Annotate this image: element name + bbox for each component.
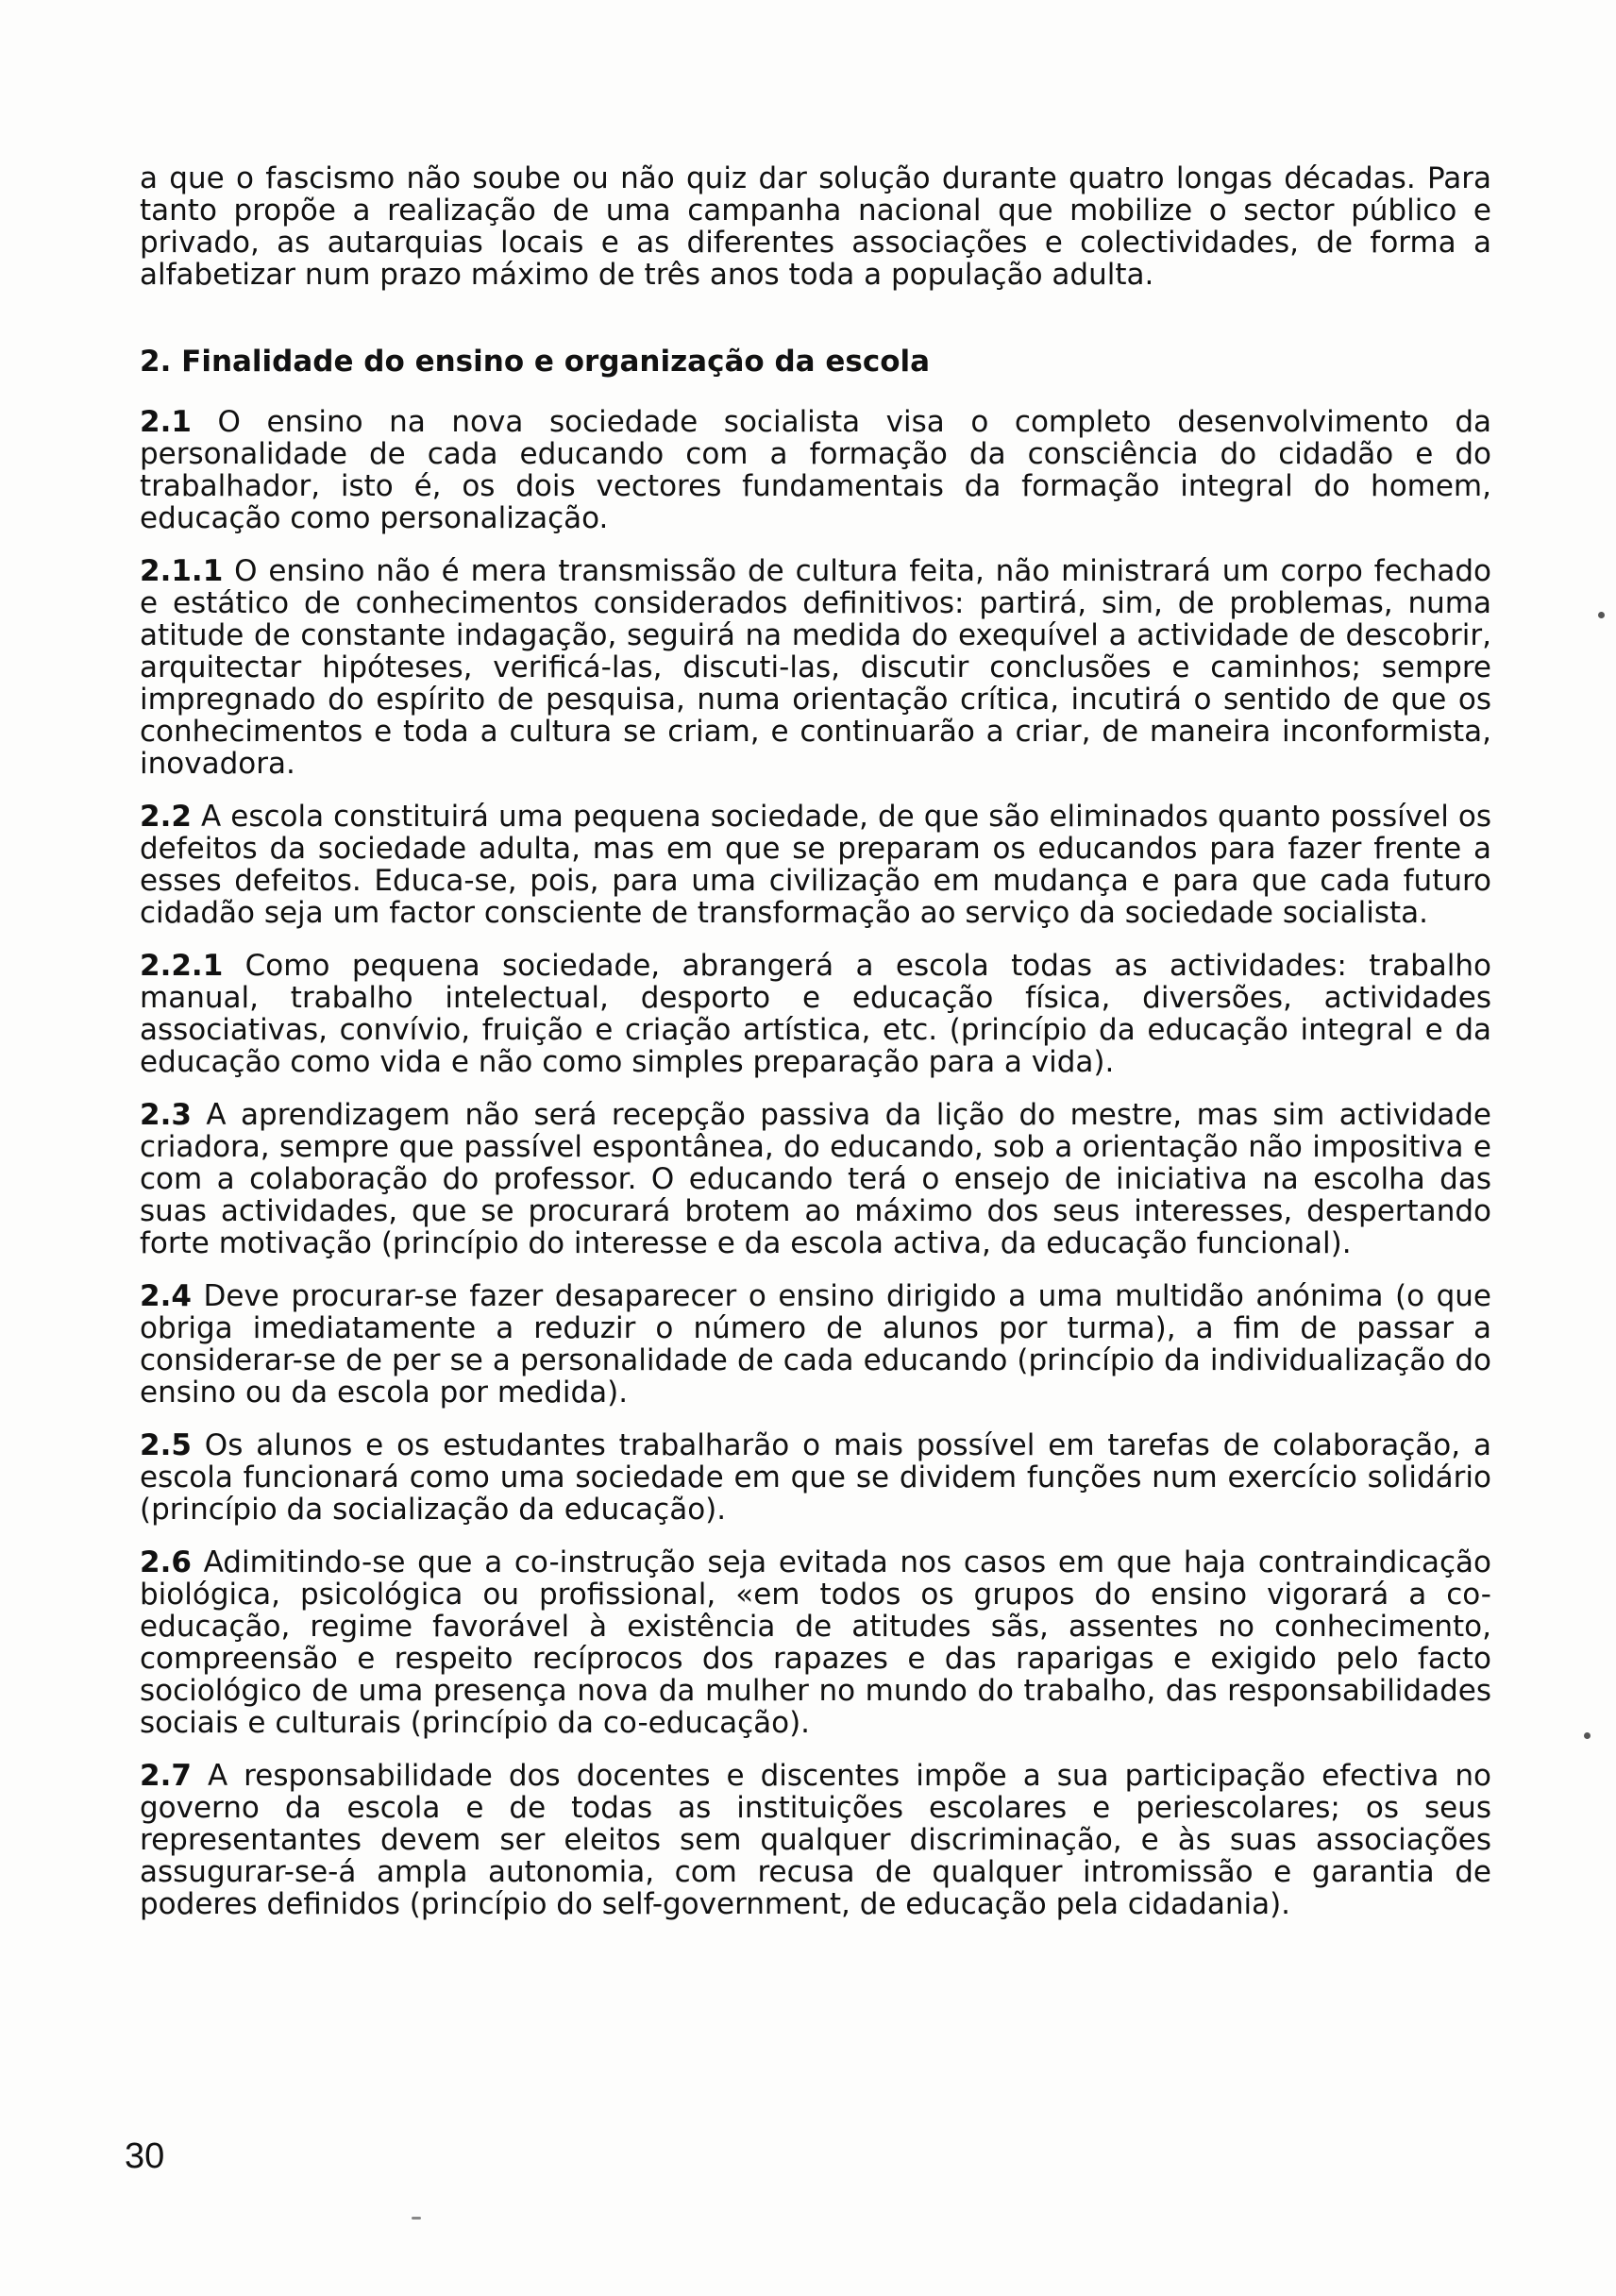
paragraph-number: 2.7 [140, 1759, 192, 1793]
paragraph-text: Os alunos e os estudantes trabalharão o mais possível em tarefas de colaboração, a escola funcionará como uma sociedade em que se dividem funções num exercício solidário (princípio da socialização da educação). [140, 1428, 1491, 1527]
paragraph-2-4 [140, 1280, 1491, 1409]
paragraph-number: 2.1.1 [140, 554, 224, 588]
paragraph-2-6 [140, 1546, 1491, 1739]
scan-speck [1584, 1732, 1591, 1739]
paragraph-2-1 [140, 406, 1491, 534]
page-number: 30 [125, 2136, 165, 2176]
section-heading: 2. Finalidade do ensino e organização da escola [140, 345, 931, 379]
paragraph-number: 2.2.1 [140, 949, 224, 983]
paragraph-number: 2.2 [140, 800, 192, 834]
paragraph-text: O ensino não é mera transmissão de cultura feita, não ministrará um corpo fechado e estático de conhecimentos considerados definitivos: partirá, sim, de problemas, numa atitude de constante indagação, seguirá na medida do exequível a actividade de descobrir, arquitectar hipóteses, verificá-las, discuti-las, discutir conclusões e caminhos; sempre impregnado do espírito de pesquisa, numa orientação crítica, incutirá o sentido de que os conhecimentos e toda a cultura se criam, e continuarão a criar, de maneira inconformista, inovadora. [140, 554, 1491, 781]
paragraph-number: 2.3 [140, 1098, 192, 1132]
paragraph-text: A escola constituirá uma pequena sociedade, de que são eliminados quanto possível os defeitos da sociedade adulta, mas em que se preparam os educandos para fazer frente a esses defeitos. Educa-se, pois, para uma civilização em mudança e para que cada futuro cidadão seja um factor consciente de transformação ao serviço da sociedade socialista. [140, 800, 1491, 930]
paragraph-2-3 [140, 1099, 1491, 1259]
paragraph-text: Deve procurar-se fazer desaparecer o ensino dirigido a uma multidão anónima (o que obriga imediatamente a reduzir o número de alunos por turma), a fim de passar a considerar-se de per se a personalidade de cada educando (princípio da individualização do ensino ou da escola por medida). [140, 1279, 1491, 1410]
paragraph-text: A responsabilidade dos docentes e discentes impõe a sua participação efectiva no governo da escola e de todas as instituições escolares e periescolares; os seus representantes devem ser eleitos sem qualquer discriminação, e às suas associações assugurar-se-á ampla autonomia, com recusa de qualquer intromissão e garantia de poderes definidos (princípio do self-government, de educação pela cidadania). [140, 1759, 1491, 1921]
paragraph-2-1-1 [140, 555, 1491, 780]
intro-paragraph: a que o fascismo não soube ou não quiz dar solução durante quatro longas décadas. Para tanto propõe a realização de uma campanha nacional que mobilize o sector público e privado, as autarquias locais e as diferentes associações e colectividades, de forma a alfabetizar num prazo máximo de três anos toda a população adulta. [140, 161, 1491, 292]
scan-speck [1598, 612, 1605, 618]
paragraph-2-2-1 [140, 950, 1491, 1078]
paragraph-2-2 [140, 801, 1491, 929]
paragraph-number: 2.6 [140, 1545, 192, 1579]
paragraph-text: O ensino na nova sociedade socialista visa o completo desenvolvimento da personalidade de cada educando com a formação da consciência do cidadão e do trabalhador, isto é, os dois vectores fundamentais da formação integral do homem, educação como personalização. [140, 405, 1491, 535]
paragraph-text: Adimitindo-se que a co-instrução seja evitada nos casos em que haja contraindicação biológica, psicológica ou profissional, «em todos os grupos do ensino vigorará a co-educação, regime favorável à existência de atitudes sãs, assentes no conhecimento, compreensão e respeito recíprocos dos rapazes e das raparigas e exigido pelo facto sociológico de uma presença nova da mulher no mundo do trabalho, das responsabilidades sociais e culturais (princípio da co-educação). [140, 1545, 1491, 1740]
paragraph-2-7 [140, 1760, 1491, 1920]
paragraph-text: Como pequena sociedade, abrangerá a escola todas as actividades: trabalho manual, trabalho intelectual, desporto e educação física, diversões, actividades associativas, convívio, fruição e criação artística, etc. (princípio da educação integral e da educação como vida e não como simples preparação para a vida). [140, 949, 1491, 1079]
paragraph-2-5 [140, 1429, 1491, 1526]
paragraph-number: 2.5 [140, 1428, 192, 1462]
paragraph-text: A aprendizagem não será recepção passiva da lição do mestre, mas sim actividade criadora, sempre que passível espontânea, do educando, sob a orientação não impositiva e com a colaboração do professor. O educando terá o ensejo de iniciativa na escolha das suas actividades, que se procurará brotem ao máximo dos seus interesses, despertando forte motivação (princípio do interesse e da escola activa, da educação funcional). [140, 1098, 1491, 1260]
page-body [140, 162, 1491, 1941]
paragraph-number: 2.1 [140, 405, 192, 439]
paragraph-number: 2.4 [140, 1279, 192, 1313]
scan-speck [412, 2217, 421, 2220]
